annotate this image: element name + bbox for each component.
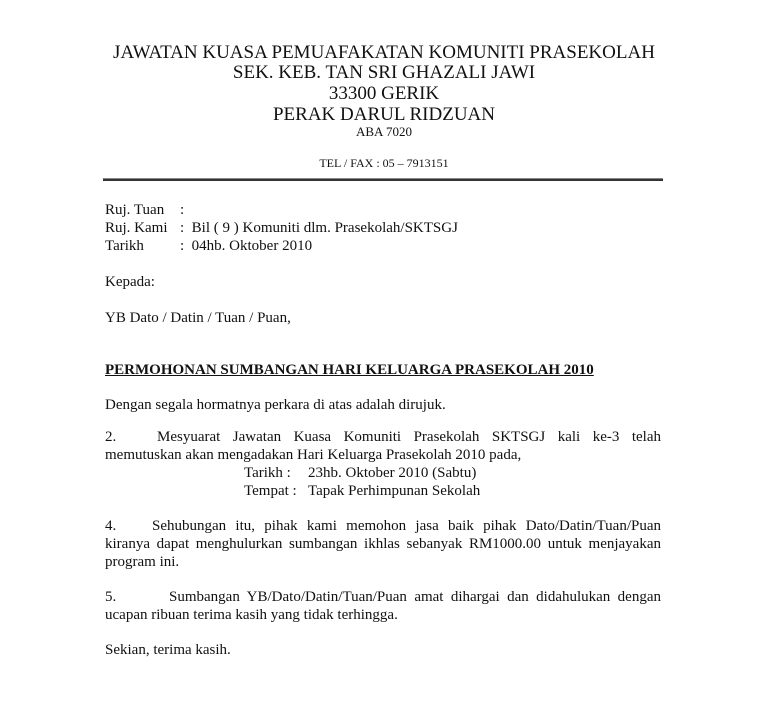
paragraph-5-number: 5. [105,589,117,605]
ref-ruj-kami-value: Bil ( 9 ) Komuniti dlm. Prasekolah/SKTSGJ [191,220,458,236]
paragraph-4-number: 4. [105,518,117,534]
paragraph-4-text-1: Sehubungan itu, pihak kami memohon jasa baik pihak Dato/Datin/Tuan/Puan [152,518,661,534]
paragraph-5-line-1 [105,588,661,606]
closing-line: Sekian, terima kasih. [105,642,231,658]
ref-tarikh-sep: : [180,238,185,254]
paragraph-4-line-1 [105,517,661,535]
ref-ruj-kami [105,219,458,237]
ref-tarikh-label: Tarikh [105,238,144,254]
ref-ruj-tuan [105,201,184,219]
event-place [244,482,480,500]
letterhead-state: PERAK DARUL RIDZUAN [272,104,496,125]
paragraph-5-text-1: Sumbangan YB/Dato/Datin/Tuan/Puan amat dihargai dan didahulukan dengan [169,589,661,605]
paragraph-2-text-1: Mesyuarat Jawatan Kuasa Komuniti Prasekolah SKTSGJ kali ke-3 telah [157,429,661,445]
event-place-label: Tempat : [244,483,297,499]
ref-tarikh-value: 04hb. Oktober 2010 [191,238,313,254]
paragraph-2-line-2: memutuskan akan mengadakan Hari Keluarga Prasekolah 2010 pada, [105,447,522,463]
event-date [244,464,476,482]
event-date-label: Tarikh : [244,465,291,481]
header-divider [103,178,663,181]
letterhead-organization: JAWATAN KUASA PEMUAFAKATAN KOMUNITI PRASEKOLAH [113,42,655,63]
paragraph-5-line-2: ucapan ribuan terima kasih yang tidak terhingga. [105,607,398,623]
letterhead-school-code: ABA 7020 [356,124,412,139]
ref-ruj-kami-label: Ruj. Kami [105,220,168,236]
ref-tarikh [105,237,312,255]
ref-ruj-kami-sep: : [180,220,185,236]
ref-ruj-tuan-sep: : [180,202,185,218]
event-date-value: 23hb. Oktober 2010 (Sabtu) [308,465,477,481]
paragraph-2-number: 2. [105,429,117,445]
letter-subject: PERMOHONAN SUMBANGAN HARI KELUARGA PRASEKOLAH 2010 [105,362,594,378]
paragraph-4-line-2: kiranya dapat menghulurkan sumbangan ikhlas sebanyak RM1000.00 untuk menjayakan [105,536,661,552]
recipient-kepada: Kepada: [105,274,155,290]
opening-line: Dengan segala hormatnya perkara di atas adalah dirujuk. [105,397,446,413]
letterhead-school: SEK. KEB. TAN SRI GHAZALI JAWI [232,62,536,83]
paragraph-4-line-3: program ini. [105,554,180,570]
paragraph-2-line-1 [105,428,661,446]
event-place-value: Tapak Perhimpunan Sekolah [308,483,481,499]
letterhead-postcode-town: 33300 GERIK [328,83,440,104]
letterhead-tel-fax: TEL / FAX : 05 – 7913151 [319,156,449,170]
recipient-addressee: YB Dato / Datin / Tuan / Puan, [105,310,291,326]
ref-ruj-tuan-label: Ruj. Tuan [105,202,165,218]
